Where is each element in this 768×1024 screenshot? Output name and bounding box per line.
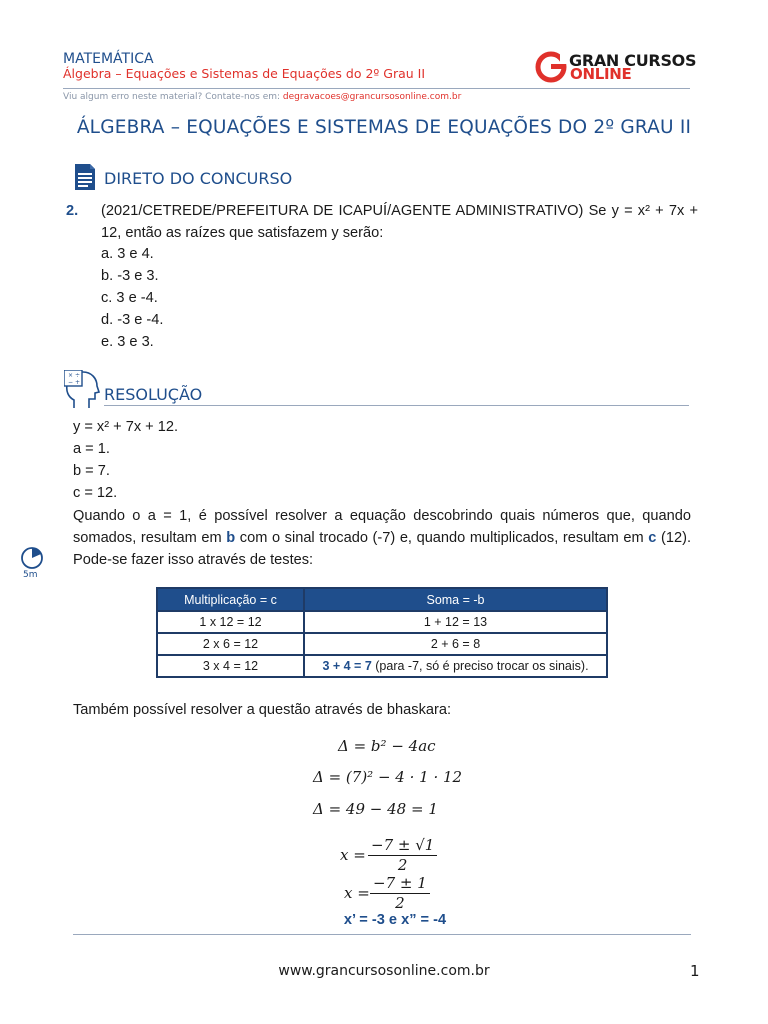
sum-note: (para -7, só é preciso trocar os sinais). — [371, 659, 589, 673]
timer-icon — [20, 546, 44, 570]
table-cell: 1 + 12 = 13 — [304, 611, 607, 633]
logo-g-icon — [534, 50, 568, 84]
section-title-direto: DIRETO DO CONCURSO — [104, 169, 293, 188]
formula-delta-result: Δ = 49 − 48 = 1 — [313, 800, 438, 818]
fraction — [370, 873, 430, 912]
para-part-2: com o sinal trocado (-7) e, quando multiplicados, resultam em — [235, 530, 649, 546]
question-text: (2021/CETREDE/PREFEITURA DE ICAPUÍ/AGENTE ADMINISTRATIVO) Se y = x² + 7x + 12, então as raízes que satisfazem y serão: — [101, 203, 698, 241]
final-answer: x’ = -3 e x” = -4 — [343, 912, 447, 928]
svg-text:−: − — [68, 379, 74, 386]
gran-cursos-logo — [534, 50, 704, 84]
table-header-row — [157, 588, 607, 611]
option-b: b. -3 e 3. — [101, 268, 159, 284]
formula-delta-general: Δ = b² − 4ac — [338, 737, 436, 755]
svg-text:÷: ÷ — [75, 372, 81, 379]
table-row — [157, 633, 607, 655]
footer-divider — [73, 934, 691, 935]
table-cell: 3 x 4 = 12 — [157, 655, 304, 677]
header-topic: Álgebra – Equações e Sistemas de Equações do 2º Grau II — [63, 66, 426, 81]
coef-b-line: b = 7. — [73, 463, 110, 479]
page-number: 1 — [690, 962, 700, 980]
option-c: c. 3 e -4. — [101, 290, 158, 306]
explanation-paragraph — [73, 505, 691, 571]
coef-a-line: a = 1. — [73, 441, 110, 457]
tests-table — [156, 587, 608, 678]
table-cell: 2 + 6 = 8 — [304, 633, 607, 655]
svg-text:×: × — [68, 372, 74, 379]
fraction-denominator: 2 — [395, 894, 405, 912]
bhaskara-intro: Também possível resolver a questão através de bhaskara: — [73, 702, 452, 718]
timer-label: 5m — [23, 570, 38, 580]
formula-x-plain — [344, 873, 464, 917]
section-title-resolucao: RESOLUÇÃO — [104, 385, 203, 404]
fraction-denominator: 2 — [397, 856, 408, 874]
para-part-1: Quando o a = 1, é possível resolver a equação descobrindo quais números que, quando somados, resultam em — [73, 508, 691, 546]
highlight-b: b — [226, 530, 236, 546]
header-subject: MATEMÁTICA — [63, 51, 154, 67]
table-cell: 2 x 6 = 12 — [157, 633, 304, 655]
header-contact — [63, 92, 461, 102]
option-e: e. 3 e 3. — [101, 334, 154, 350]
head-calculator-icon — [64, 370, 100, 410]
formula-x-lhs: x = — [340, 846, 366, 864]
table-row — [157, 611, 607, 633]
page-title: ÁLGEBRA – EQUAÇÕES E SISTEMAS DE EQUAÇÕES DO 2º GRAU II — [76, 117, 692, 138]
highlight-sum: 3 + 4 = 7 — [322, 659, 372, 673]
svg-text:+: + — [75, 379, 81, 386]
option-d: d. -3 e -4. — [101, 312, 164, 328]
highlight-c: c — [648, 530, 657, 546]
document-icon — [73, 162, 97, 192]
table-row — [157, 655, 607, 677]
question-number: 2. — [66, 203, 79, 219]
fraction-numerator: −7 ± 1 — [370, 873, 430, 894]
equation-line: y = x² + 7x + 12. — [73, 419, 179, 435]
logo-text-gran-cursos: GRAN CURSOS — [569, 51, 697, 70]
contact-email-link[interactable]: degravacoes@grancursosonline.com.br — [282, 92, 462, 102]
option-a: a. 3 e 4. — [101, 246, 154, 262]
logo-text-online: ONLINE — [570, 65, 632, 83]
section-divider — [104, 405, 689, 406]
contact-prefix: Viu algum erro neste material? Contate-nos em: — [63, 92, 283, 102]
fraction-numerator: −7 ± √1 — [368, 835, 437, 856]
fraction — [368, 835, 437, 874]
footer-url-link[interactable]: www.grancursosonline.com.br — [278, 963, 490, 979]
formula-x-lhs: x = — [344, 884, 370, 902]
table-cell: 1 x 12 = 12 — [157, 611, 304, 633]
para-part-3: (12). Pode-se fazer isso através de testes: — [73, 530, 692, 568]
coef-c-line: c = 12. — [73, 485, 118, 501]
table-header-cell: Soma = -b — [304, 588, 607, 611]
table-header-cell: Multiplicação = c — [157, 588, 304, 611]
formula-delta-substituted: Δ = (7)² − 4 · 1 · 12 — [313, 768, 463, 786]
table-cell — [304, 655, 607, 677]
header-divider — [63, 88, 690, 89]
